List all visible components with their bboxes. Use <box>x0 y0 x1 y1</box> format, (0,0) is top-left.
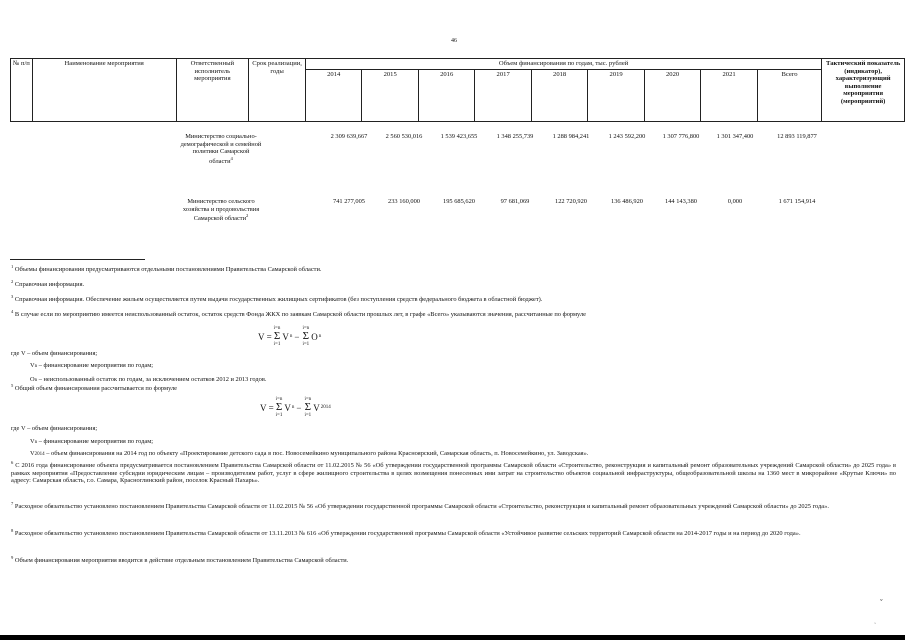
footnote-4: $^4$ В случае если по мероприятию имеется неиспользованный остаток, остаток средств Фонда ЖКХ по заявкам Самарской области прошлых лет, в графе «Всего» указываются значения, рассчитанные по формуле <box>11 308 587 318</box>
footnote-7: $^7$ Расходное обязательство установлено постановлением Правительства Самарской области от 11.02.2015 № 56 «Об утверждении государственной программы Самарской области «Строительство, реконструкция и капитальный ремонт образовательных учреждений Самарской области» до 2025 года». <box>11 500 829 510</box>
cell-value: 97 681,069 <box>500 198 530 205</box>
header-year: 2018 <box>531 69 587 121</box>
cell-value: 741 277,005 <box>333 198 365 205</box>
header-no: № п/п <box>11 59 33 122</box>
footnote-4-vn: Vn – финансирование мероприятия по годам; <box>30 362 154 369</box>
scan-mark: ˒ <box>874 620 876 626</box>
header-year: 2016 <box>418 69 474 121</box>
funding-table <box>10 58 905 131</box>
scan-mark: ˇ <box>880 598 883 607</box>
header-name: Наименование мероприятия <box>32 59 176 122</box>
cell-value: 136 486,920 <box>611 198 643 205</box>
cell-total: 12 893 119,877 <box>777 133 817 140</box>
cell-total: 1 671 154,914 <box>778 198 816 205</box>
page-bottom-border <box>0 635 905 640</box>
cell-value: 195 685,620 <box>443 198 475 205</box>
header-year: 2014 <box>305 69 361 121</box>
formula-1: V = i=n Σ i=1 V n − i=n Σ i=1 O n <box>258 326 322 347</box>
cell-value: 1 539 423,655 <box>440 133 478 140</box>
footnote-5-vn: Vn – финансирование мероприятия по годам; <box>30 438 154 445</box>
footnote-5-v2014: V2014 – объем финансирования на 2014 год по объекту «Проектирование детского сада в пос. Новосемейкино муниципального района Красноярский, Самарская область, п. Новосемейкино, ул. Заводская». <box>30 450 589 457</box>
cell-value: 144 143,380 <box>665 198 697 205</box>
header-year: 2015 <box>362 69 418 121</box>
footnote-8: $^8$ Расходное обязательство установлено постановлением Правительства Самарской области от 13.11.2013 № 616 «Об утверждении государственной программы Самарской области «Устойчивое развитие сельских территорий Самарской области на 2014-2017 годы и на период до 2020 года». <box>11 527 801 537</box>
footnote-2: $^2$ Справочная информация. <box>11 278 85 288</box>
cell-value: 1 348 255,739 <box>496 133 534 140</box>
cell-value: 2 309 639,667 <box>330 133 368 140</box>
header-responsible: Ответственный исполнитель мероприятия <box>176 59 249 122</box>
cell-value: 1 288 984,241 <box>552 133 590 140</box>
cell-value: 0,000 <box>727 198 743 205</box>
cell-value: 2 560 530,016 <box>385 133 423 140</box>
cell-value: 233 160,000 <box>388 198 420 205</box>
footnote-5-where: где V – объем финансирования; <box>11 425 98 432</box>
row-responsible: Министерство сельского хозяйства и продовольствия Самарской области$^2$ <box>182 198 260 223</box>
cell-value: 1 243 592,200 <box>608 133 646 140</box>
cell-value: 1 307 776,800 <box>662 133 700 140</box>
footnote-3: $^3$ Справочная информация. Обеспечение жильем осуществляется путем выдачи государственных жилищных сертификатов (без поступления средств федерального бюджета в областной бюджет). <box>11 293 543 303</box>
footnote-1: $^1$ Объемы финансирования предусматриваются отдельными постановлениями Правительства Самарской области. <box>11 263 322 273</box>
footnote-4-where: где V – объем финансирования; <box>11 350 98 357</box>
cell-value: 1 301 347,400 <box>716 133 754 140</box>
cell-value: 122 720,920 <box>555 198 587 205</box>
header-funding: Объем финансирования по годам, тыс. рублей <box>305 59 821 70</box>
footnote-4-on: On – неиспользованный остаток по годам, за исключением остатков 2012 и 2013 годов. <box>30 376 267 383</box>
header-indicator: Тактический показатель (индикатор), характеризующий выполнение мероприятия (мероприятий) <box>822 59 905 122</box>
page-number: 46 <box>451 38 457 44</box>
header-year: 2017 <box>475 69 531 121</box>
header-year: 2021 <box>701 69 757 121</box>
header-year: 2019 <box>588 69 644 121</box>
header-year: 2020 <box>644 69 700 121</box>
footnote-separator <box>10 259 145 260</box>
formula-2: V = i=n Σ i=1 V n − i=n Σ i=1 V 2014 <box>260 397 331 418</box>
header-total: Всего <box>757 69 821 121</box>
row-responsible: Министерство социально-демографической и семейной политики Самарской области$^4$ <box>180 133 262 165</box>
footnote-9: $^9$ Объем финансирования мероприятия вводится в действие отдельным постановлением Правительства Самарской области. <box>11 554 349 564</box>
header-term: Срок реализации, годы <box>249 59 306 122</box>
footnote-6: $^6$ С 2016 года финансирование объекта предусматривается постановлением Правительства Самарской области от 11.02.2015 № 56 «Об утверждении государственной программы Самарской области «Строительство, реконструкция и капитальный ремонт образовательных учреждений Самарской области» до 2025 года» в рамках мероприятия «Предоставление субсидии юридическим лицам – производителям работ, услуг в сфере жилищного строительства в целях возмещения понесенных ими затрат на строительство объектов социальной инфраструктуры, общеобразовательной школы на 1360 мест в микрорайоне «Крутые Ключи» по адресу: Самарская область, г.о. Самара, Красноглинский район, поселок Красный Пахарь». <box>11 459 896 485</box>
footnote-5: $^5$ Общий объем финансирования рассчитывается по формуле <box>11 382 178 392</box>
